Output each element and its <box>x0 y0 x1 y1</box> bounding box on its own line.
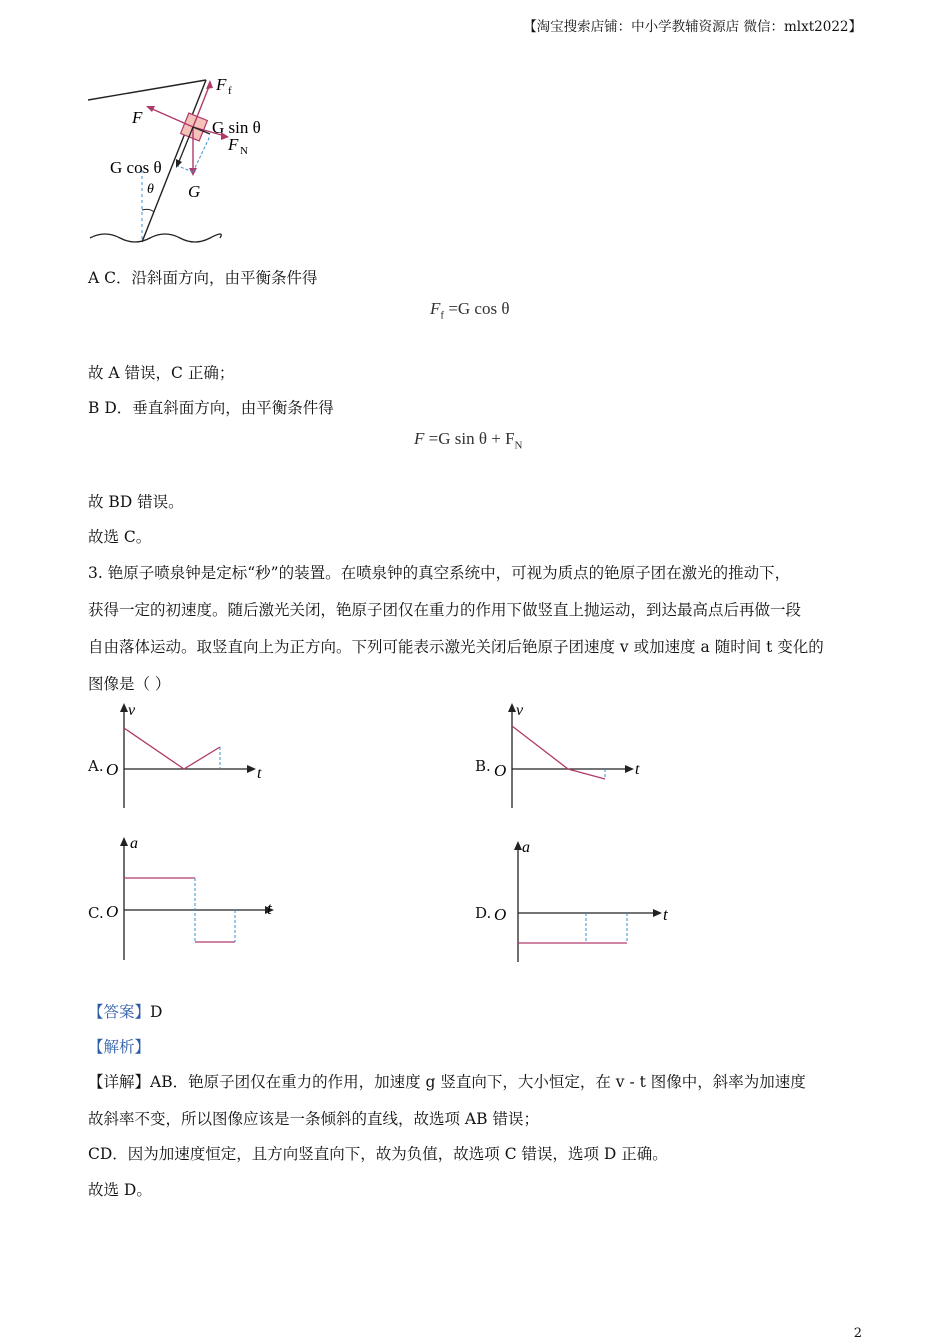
page-number: 2 <box>853 1326 862 1341</box>
svg-text:O: O <box>494 761 507 780</box>
detail-line2: 故斜率不变，所以图像应该是一条倾斜的直线，故选项 AB 错误； <box>88 1110 539 1128</box>
option-c-graph <box>100 832 285 962</box>
detail-line1: 【详解】AB．铯原子团仅在重力的作用，加速度 g 竖直向下，大小恒定，在 v - t 图像中，斜率为加速度 <box>88 1073 806 1091</box>
label-fn: F <box>228 135 239 154</box>
q3-line1: 3. 铯原子喷泉钟是定标“秒”的装置。在喷泉钟的真空系统中，可视为质点的铯原子团在激光的推动下， <box>88 564 791 582</box>
page-header: 【淘宝搜索店铺：中小学教辅资源店 微信：mlxt2022】 <box>523 19 862 35</box>
roof-line <box>88 80 206 100</box>
choose-c: 故选 C。 <box>88 528 152 546</box>
analysis-tag: 【解析】 <box>88 1038 151 1056</box>
q3-line2: 获得一定的初速度。随后激光关闭，铯原子团仅在重力的作用下做竖直上抛运动，到达最高点后再做一段 <box>88 601 802 619</box>
label-f: F <box>132 108 143 127</box>
option-a-graph <box>100 700 270 810</box>
bd-conclusion: 故 BD 错误。 <box>88 493 184 511</box>
answer-value: D <box>150 1003 163 1021</box>
detail-line3: CD．因为加速度恒定，且方向竖直向下，故为负值，故选项 C 错误，选项 D 正确。 <box>88 1145 668 1163</box>
svg-text:O: O <box>494 905 507 924</box>
option-b-label: B. <box>475 757 491 775</box>
analysis-line <box>88 1035 150 1057</box>
equation-2: F =G $\sin \theta + F_N$ <box>414 429 523 452</box>
svg-text:v: v <box>128 702 136 719</box>
label-g: G <box>188 182 201 201</box>
equation-1: $F_f =G$ cos θ <box>430 299 510 322</box>
ac-intro: A C．沿斜面方向，由平衡条件得 <box>88 269 318 287</box>
option-d-label: D. <box>475 904 492 922</box>
svg-text:a: a <box>130 835 138 852</box>
label-gsin: G sin θ <box>212 118 261 137</box>
water-wave <box>90 234 221 242</box>
svg-text:v: v <box>516 702 524 719</box>
option-c-label: C. <box>88 904 104 922</box>
option-b-curve <box>512 726 605 779</box>
option-a-label: A. <box>88 757 104 775</box>
svg-text:t: t <box>663 905 668 924</box>
label-ff: F <box>216 75 227 94</box>
q3-line3: 自由落体运动。取竖直向上为正方向。下列可能表示激光关闭后铯原子团速度 v 或加速度 a 随时间 t 变化的 <box>88 638 824 656</box>
svg-text:t: t <box>267 899 272 918</box>
q3-line4: 图像是（ ） <box>88 675 171 693</box>
answer-tag: 【答案】 <box>88 1003 151 1021</box>
svg-text:N: N <box>240 145 248 157</box>
label-theta: θ <box>147 182 154 197</box>
svg-text:t: t <box>257 765 262 782</box>
bd-intro: B D．垂直斜面方向，由平衡条件得 <box>88 399 334 417</box>
ac-conclusion: 故 A 错误，C 正确； <box>88 364 235 382</box>
label-gcos: G cos θ <box>110 158 162 177</box>
detail-line4: 故选 D。 <box>88 1181 152 1199</box>
option-a-curve <box>124 728 220 769</box>
svg-text:O: O <box>106 760 119 779</box>
svg-text:O: O <box>106 902 119 921</box>
answer-line <box>88 1000 162 1022</box>
svg-text:a: a <box>522 839 530 856</box>
option-b-graph <box>488 700 658 810</box>
svg-text:t: t <box>635 761 640 778</box>
option-d-graph <box>494 836 679 966</box>
detail-tag: 【详解】 <box>88 1073 151 1091</box>
force-diagram <box>80 70 290 250</box>
svg-text:f: f <box>228 85 232 97</box>
